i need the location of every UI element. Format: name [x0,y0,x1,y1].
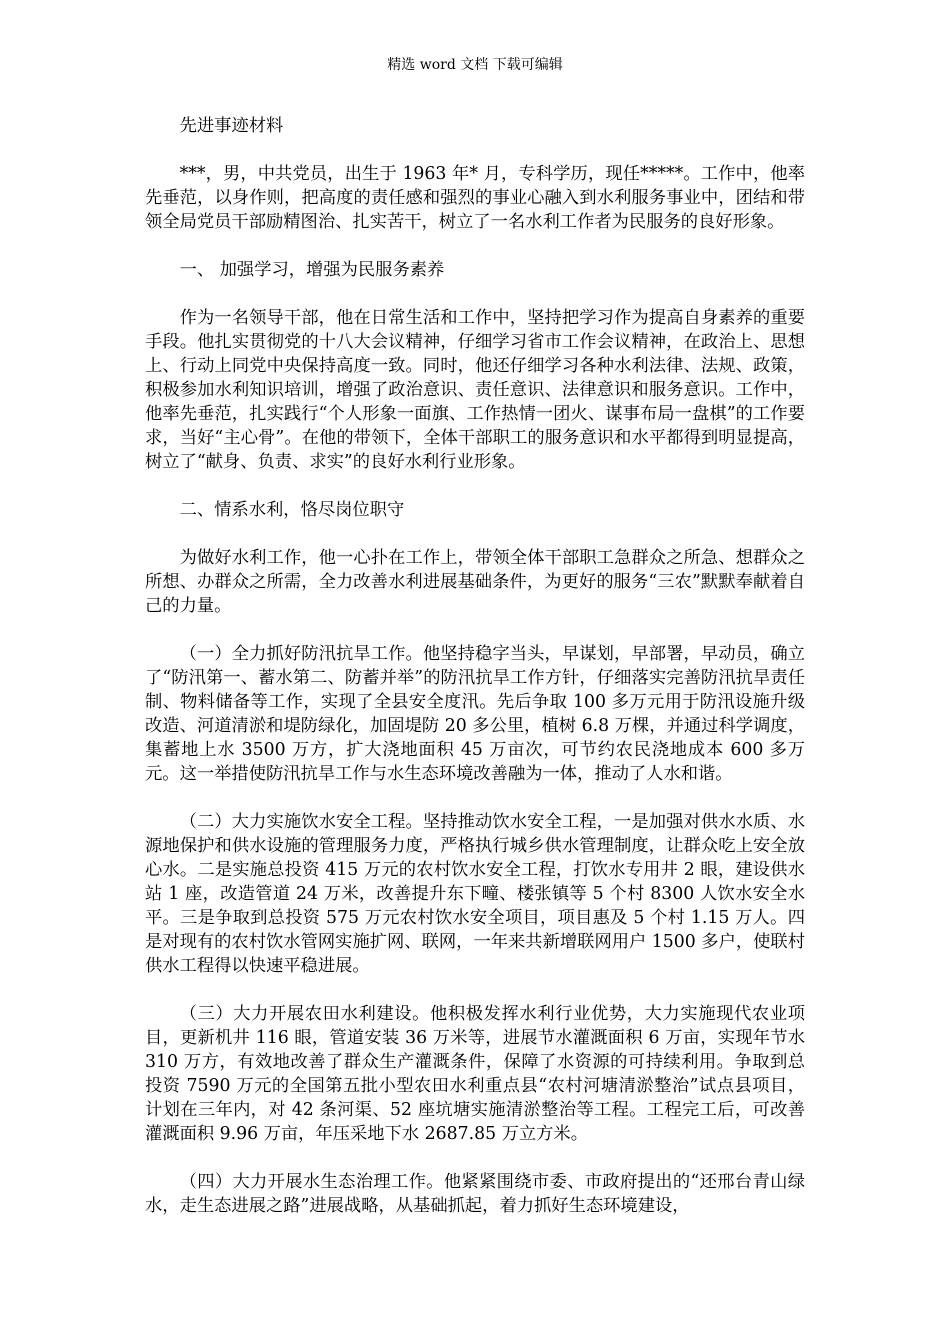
body-paragraph: （三）大力开展农田水利建设。他积极发挥水利行业优势，大力实施现代农业项目，更新机井 116 眼，管道安装 36 万米等，进展节水灌溉面积 6 万亩，实现年节水 310 万方，有效地改善了群众生产灌溉条件，保障了水资源的可持续利用。争取到总投资 7590 万元的全国第五批小型农田水利重点县“农村河塘清淤整治”试点县项目，计划在三年内，对 42 条河渠、52 座坑塘实施清淤整治等工程。工程完工后，可改善灌溉面积 9.96 万亩，年压采地下水 2687.85 万立方米。 [145,1004,805,1144]
body-paragraph: （一）全力抓好防汛抗旱工作。他坚持稳字当头，早谋划，早部署，早动员，确立了“防汛第一、蓄水第二、防蓄并举”的防汛抗旱工作方针，仔细落实完善防汛抗旱责任制、物料储备等工作，实现了全县安全度汛。先后争取 100 多万元用于防汛设施升级改造、河道清淤和堤防绿化，加固堤防 20 多公里，植树 6.8 万棵，并通过科学调度，集蓄地上水 3500 万方，扩大浇地面积 45 万亩次，可节约农民浇地成本 600 多万元。这一举措使防汛抗旱工作与水生态环境改善融为一体，推动了人水和谐。 [145,644,805,784]
body-paragraph: 为做好水利工作，他一心扑在工作上，带领全体干部职工急群众之所急、想群众之所想、办群众之所需，全力改善水利进展基础条件，为更好的服务“三农”默默奉献着自己的力量。 [145,548,805,616]
section-heading-2: 二、情系水利，恪尽岗位职守 [179,500,405,520]
section-heading-1: 一、 加强学习，增强为民服务素养 [179,260,445,280]
document-title: 先进事迹材料 [179,116,284,136]
body-paragraph: （四）大力开展水生态治理工作。他紧紧围绕市委、市政府提出的“还邢台青山绿水，走生态进展之路”进展战略，从基础抓起，着力抓好生态环境建设， [145,1172,805,1216]
document-body [145,114,805,1242]
intro-paragraph: ***，男，中共党员，出生于 1963 年* 月，专科学历，现任*****。工作中，他率先垂范，以身作则，把高度的责任感和强烈的事业心融入到水利服务事业中，团结和带领全局党员干部励精图治、扎实苦干，树立了一名水利工作者为民服务的良好形象。 [145,164,805,232]
page-header: 精选 word 文档 下载可编辑 [387,57,563,73]
body-paragraph: 作为一名领导干部，他在日常生活和工作中，坚持把学习作为提高自身素养的重要手段。他扎实贯彻党的十八大会议精神，仔细学习省市工作会议精神，在政治上、思想上、行动上同党中央保持高度一致。同时，他还仔细学习各种水利法律、法规、政策，积极参加水利知识培训，增强了政治意识、责任意识、法律意识和服务意识。工作中，他率先垂范，扎实践行“个人形象一面旗、工作热情一团火、谋事布局一盘棋”的工作要求，当好“主心骨”。在他的带领下，全体干部职工的服务意识和水平都得到明显提高，树立了“献身、负责、求实”的良好水利行业形象。 [145,308,805,472]
body-paragraph: （二）大力实施饮水安全工程。坚持推动饮水安全工程，一是加强对供水水质、水源地保护和供水设施的管理服务力度，严格执行城乡供水管理制度，让群众吃上安全放心水。二是实施总投资 415 万元的农村饮水安全工程，打饮水专用井 2 眼，建设供水站 1 座，改造管道 24 万米，改善提升东下疃、楼张镇等 5 个村 8300 人饮水安全水平。三是争取到总投资 575 万元农村饮水安全项目，项目惠及 5 个村 1.15 万人。四是对现有的农村饮水管网实施扩网、联网，一年来共新增联网用户 1500 多户，使联村供水工程得以快速平稳进展。 [145,812,805,976]
